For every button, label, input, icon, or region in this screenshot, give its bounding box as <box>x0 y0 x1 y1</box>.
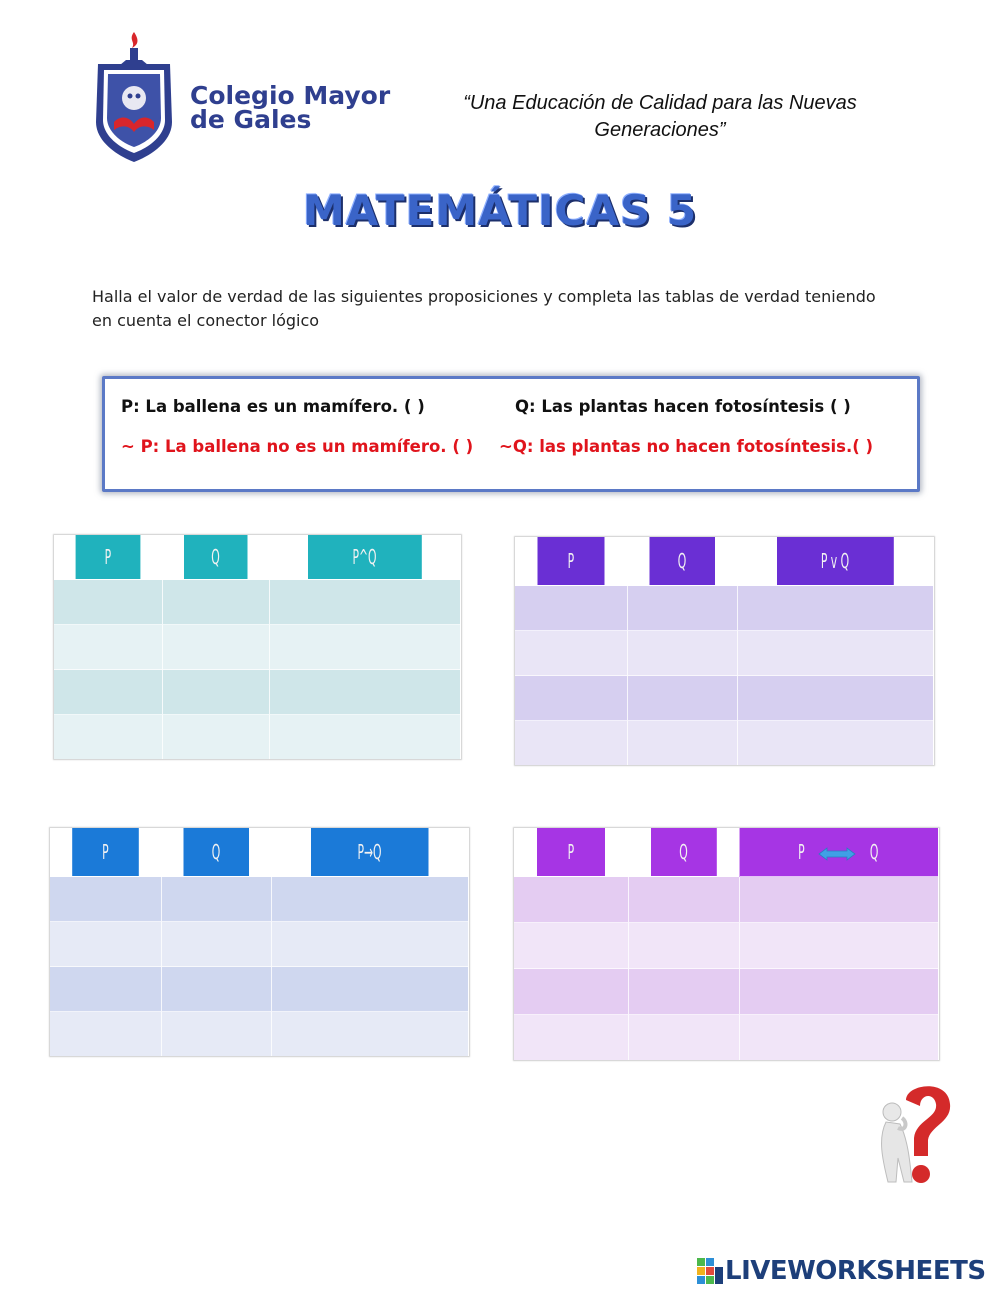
table-cell[interactable] <box>161 1012 271 1057</box>
table-header-result: P^Q <box>307 535 422 580</box>
table-cell[interactable] <box>269 625 460 670</box>
table-cell[interactable] <box>628 923 739 969</box>
liveworksheets-label: LIVEWORKSHEETS <box>725 1256 986 1286</box>
table-cell[interactable] <box>269 670 460 715</box>
table-cell[interactable] <box>515 721 627 766</box>
table-cell[interactable] <box>737 631 933 676</box>
table-cell[interactable] <box>161 877 271 922</box>
table-cell[interactable] <box>161 922 271 967</box>
table-header-q: Q <box>183 535 247 580</box>
table-header-q: Q <box>649 537 715 586</box>
table-cell[interactable] <box>628 1015 739 1061</box>
instructions-text: Halla el valor de verdad de las siguientes proposiciones y completa las tablas de verdad teniendo en cuenta el conector lógico <box>92 287 876 330</box>
school-name-line1: Colegio Mayor <box>190 81 391 110</box>
table-header-result: P→Q <box>310 828 428 877</box>
propositions-box <box>102 376 920 492</box>
disjunction-truth-table <box>515 537 934 765</box>
proposition-not-q: ~Q: las plantas no hacen fotosíntesis.( ) <box>499 437 874 456</box>
table-header-result: P v Q <box>776 537 894 586</box>
table-cell[interactable] <box>628 877 739 923</box>
table-cell[interactable] <box>50 922 161 967</box>
table-cell[interactable] <box>50 1012 161 1057</box>
table-cell[interactable] <box>269 580 460 625</box>
page-title: MATEMÁTICAS 5 <box>302 186 698 235</box>
conjunction-truth-table <box>54 535 461 759</box>
table-cell[interactable] <box>739 969 938 1015</box>
liveworksheets-logo-icon <box>697 1258 723 1284</box>
table-cell[interactable] <box>162 580 269 625</box>
table-cell[interactable] <box>54 625 162 670</box>
table-cell[interactable] <box>739 877 938 923</box>
implication-truth-table <box>50 828 469 1056</box>
result-right: Q <box>869 840 878 864</box>
table-cell[interactable] <box>269 715 460 760</box>
table-cell[interactable] <box>627 631 737 676</box>
table-cell[interactable] <box>54 580 162 625</box>
table-cell[interactable] <box>515 676 627 721</box>
table-cell[interactable] <box>50 967 161 1012</box>
table-cell[interactable] <box>737 721 933 766</box>
school-crest-logo <box>88 30 180 165</box>
table-header-p: P <box>537 537 604 586</box>
table-cell[interactable] <box>515 586 627 631</box>
table-cell[interactable] <box>271 922 468 967</box>
table-cell[interactable] <box>514 877 628 923</box>
table-cell[interactable] <box>739 1015 938 1061</box>
table-cell[interactable] <box>162 715 269 760</box>
table-header-p: P <box>537 828 605 877</box>
table-header-p: P <box>76 535 141 580</box>
double-arrow-icon <box>817 847 857 861</box>
table-cell[interactable] <box>627 721 737 766</box>
table-header-result <box>739 828 938 877</box>
result-left: P <box>798 840 805 864</box>
table-cell[interactable] <box>737 586 933 631</box>
table-cell[interactable] <box>271 1012 468 1057</box>
school-name <box>190 81 391 134</box>
table-cell[interactable] <box>739 923 938 969</box>
table-cell[interactable] <box>161 967 271 1012</box>
table-cell[interactable] <box>54 715 162 760</box>
table-cell[interactable] <box>271 967 468 1012</box>
table-cell[interactable] <box>162 625 269 670</box>
thinking-figure-question-mark-icon <box>868 1078 958 1193</box>
proposition-not-p: ~ P: La ballena no es un mamífero. ( ) <box>121 437 474 456</box>
proposition-q: Q: Las plantas hacen fotosíntesis ( ) <box>515 397 851 416</box>
table-cell[interactable] <box>627 586 737 631</box>
table-cell[interactable] <box>515 631 627 676</box>
table-cell[interactable] <box>628 969 739 1015</box>
table-header-p: P <box>72 828 139 877</box>
table-cell[interactable] <box>514 1015 628 1061</box>
biconditional-truth-table <box>514 828 939 1060</box>
table-cell[interactable] <box>50 877 161 922</box>
table-cell[interactable] <box>627 676 737 721</box>
table-cell[interactable] <box>162 670 269 715</box>
table-cell[interactable] <box>514 969 628 1015</box>
table-cell[interactable] <box>737 676 933 721</box>
school-motto: “Una Educación de Calidad para las Nuevas Generaciones” <box>463 92 857 141</box>
table-header-q: Q <box>183 828 249 877</box>
school-name-line2: de Gales <box>190 105 312 134</box>
table-header-q: Q <box>650 828 717 877</box>
table-cell[interactable] <box>271 877 468 922</box>
proposition-p: P: La ballena es un mamífero. ( ) <box>121 397 425 416</box>
table-cell[interactable] <box>54 670 162 715</box>
table-cell[interactable] <box>514 923 628 969</box>
